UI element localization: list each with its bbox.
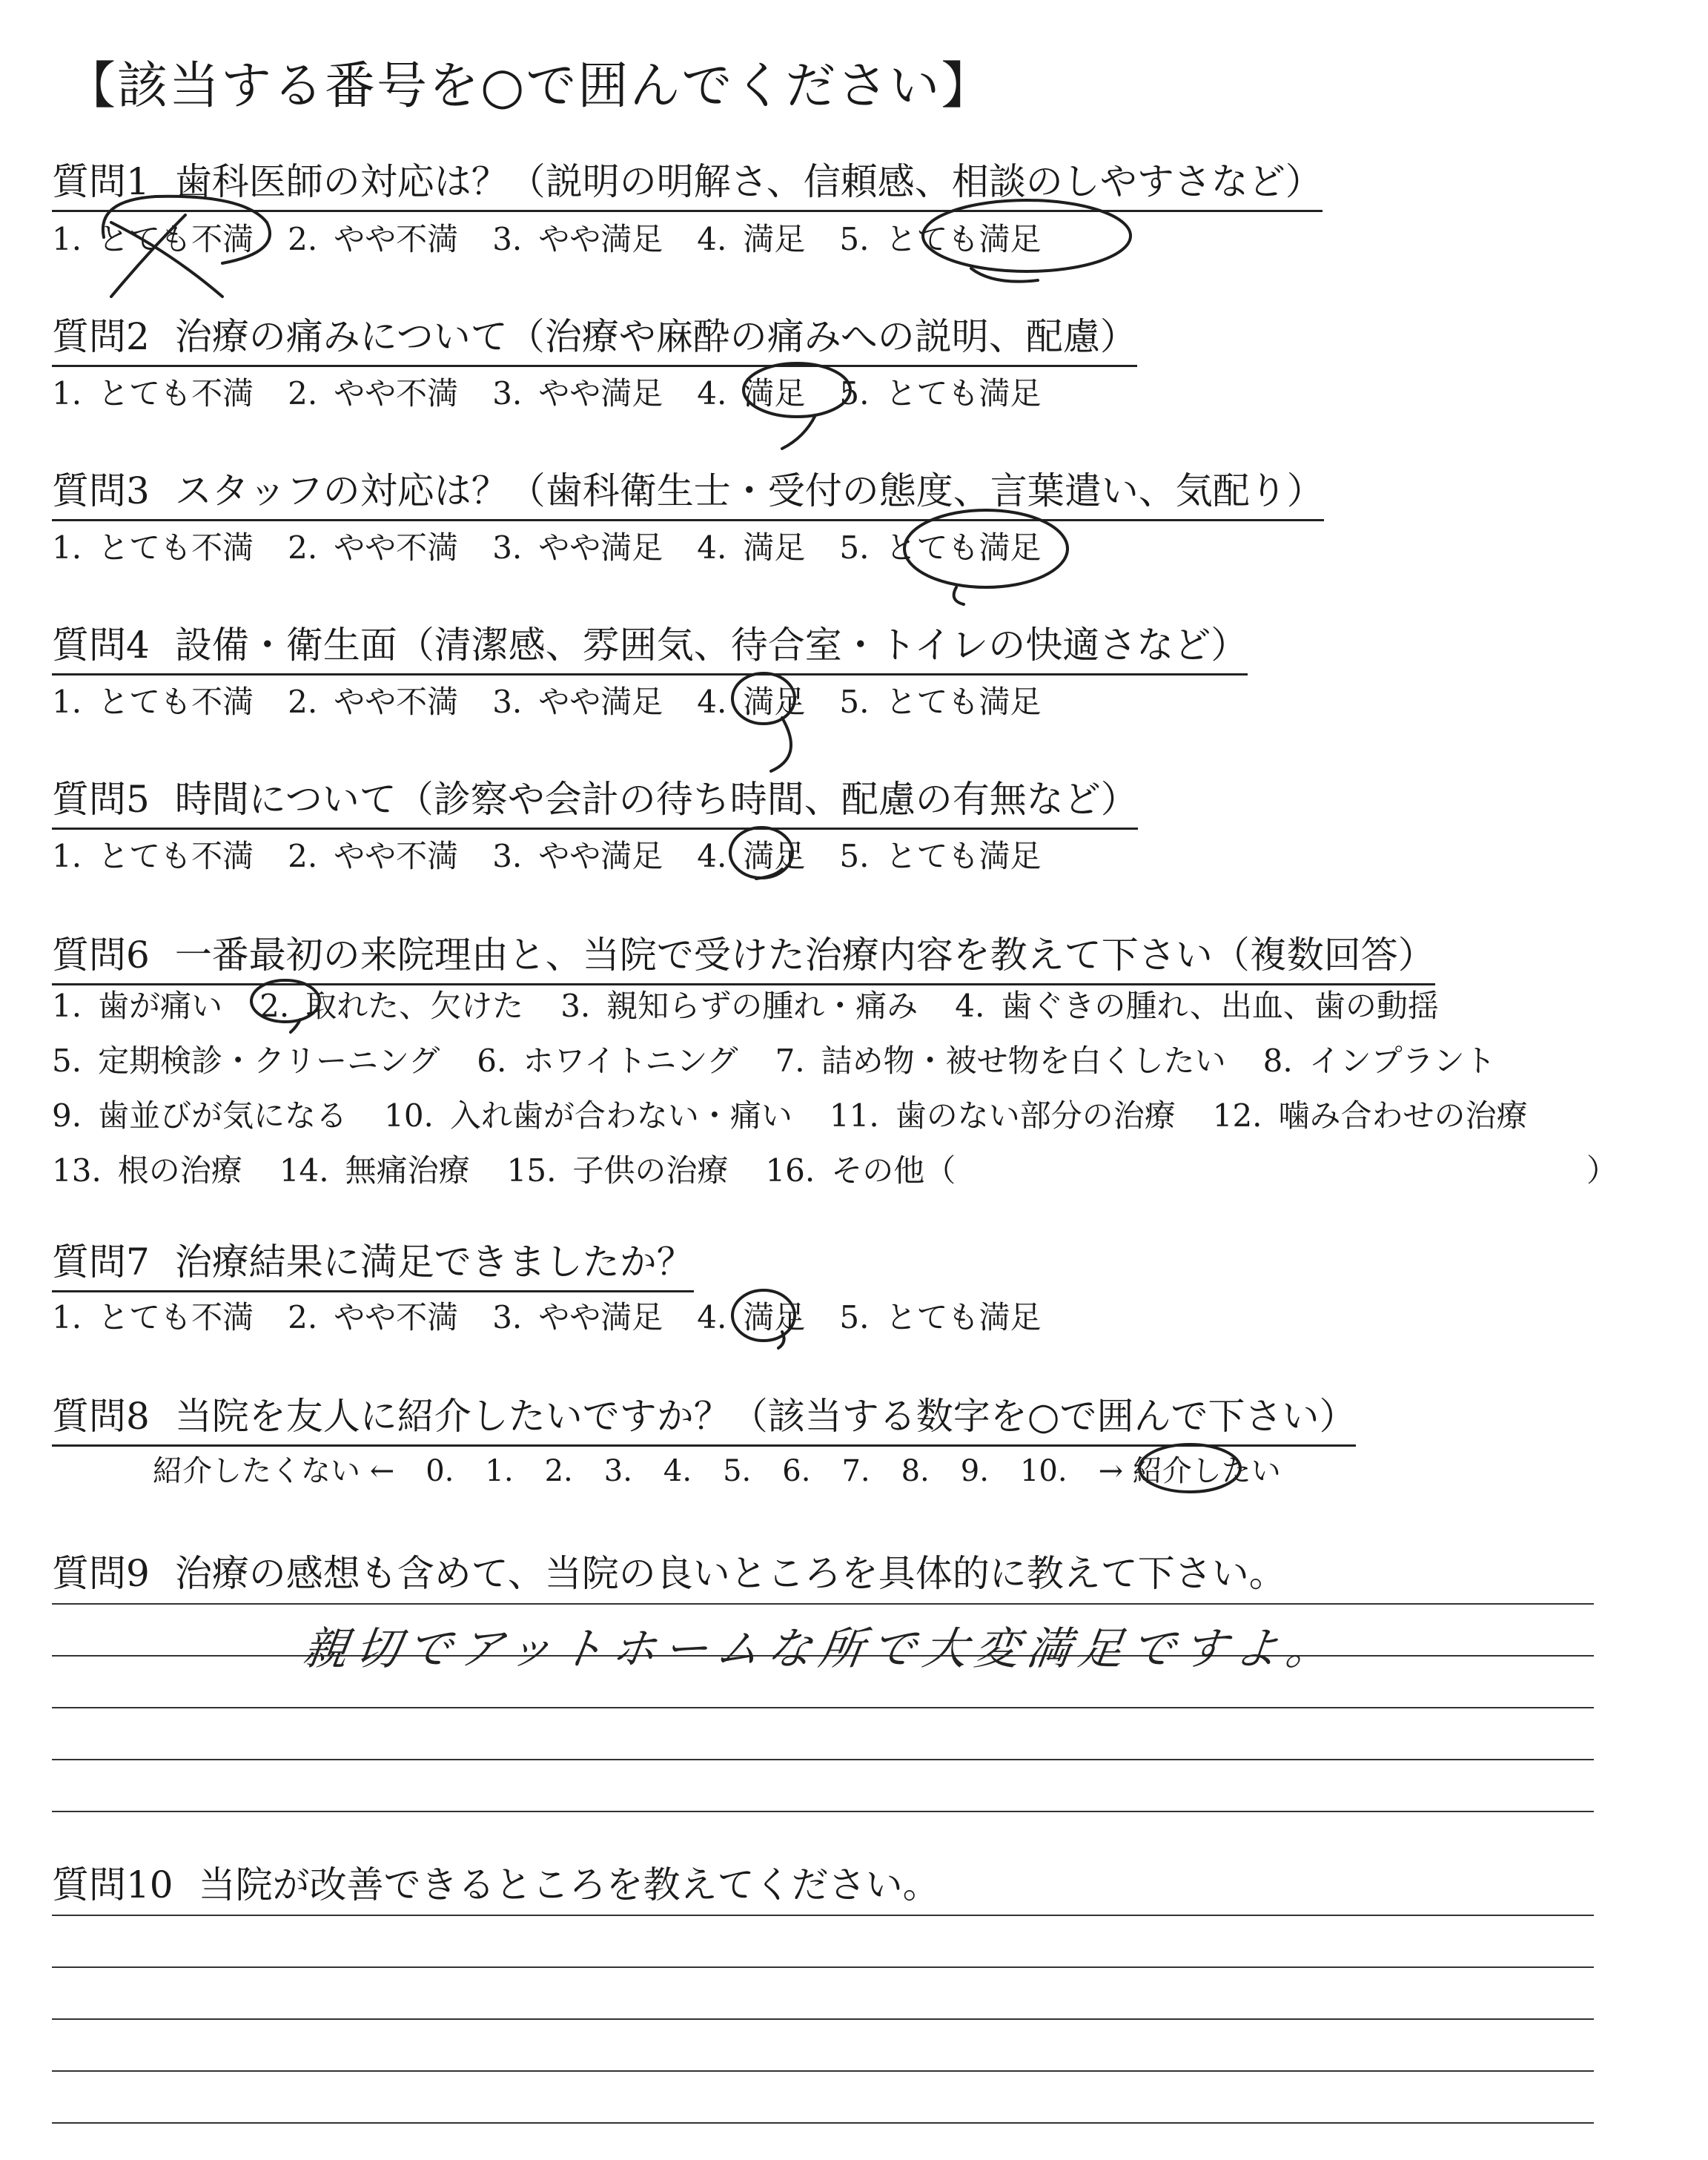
q8-number-6[interactable]: 6. (782, 1454, 811, 1488)
question-6 (52, 925, 1435, 985)
question-3-title (52, 461, 1324, 521)
q10-answer-line-4 (52, 2070, 1594, 2072)
question-6-options-row-3 (52, 1091, 1565, 1136)
question-8-title (52, 1387, 1356, 1447)
q4-option-4[interactable]: 4. 満足 (697, 684, 806, 720)
question-3-options (52, 524, 1075, 568)
question-6-label: 質問6 (52, 934, 150, 977)
question-8-scale (153, 1447, 1312, 1490)
q6-option-9[interactable]: 9. 歯並びが気になる (52, 1097, 348, 1134)
question-1-options (52, 215, 1075, 260)
q4-option-5[interactable]: 5. とても満足 (839, 684, 1042, 720)
question-4-title (52, 615, 1248, 676)
q10-answer-line-1 (52, 1915, 1594, 1916)
q6-option-6[interactable]: 6. ホワイトニング (477, 1043, 738, 1079)
question-7-label: 質問7 (52, 1241, 150, 1284)
question-7 (52, 1232, 694, 1292)
question-2-label: 質問2 (52, 315, 150, 358)
question-10 (52, 1855, 940, 1909)
q8-number-0[interactable]: 0. (426, 1454, 454, 1488)
question-4 (52, 615, 1248, 676)
question-8 (52, 1387, 1356, 1447)
q7-option-1[interactable]: 1. とても不満 (52, 1299, 254, 1335)
q3-selection-tail (954, 587, 964, 604)
question-6-title (52, 925, 1435, 985)
question-9 (52, 1544, 1286, 1597)
q6-other-close-paren: ） (1586, 1152, 1618, 1189)
question-10-text: 当院が改善できるところを教えてください。 (198, 1863, 940, 1906)
q8-number-1[interactable]: 1. (485, 1454, 514, 1488)
q8-right-label: → 紹介したい (1098, 1454, 1281, 1488)
q10-answer-line-3 (52, 2018, 1594, 2020)
q6-option-13[interactable]: 13. 根の治療 (52, 1152, 242, 1189)
question-2 (52, 307, 1137, 367)
q1-option-1[interactable]: 1. とても不満 (52, 221, 254, 257)
question-10-label: 質問10 (52, 1863, 173, 1906)
q4-option-2[interactable]: 2. やや不満 (288, 684, 459, 720)
question-1-title (52, 152, 1323, 212)
q2-option-5[interactable]: 5. とても満足 (839, 375, 1042, 412)
question-5-text: 時間について（診察や会計の待ち時間、配慮の有無など） (174, 778, 1138, 821)
q4-option-1[interactable]: 1. とても不満 (52, 684, 254, 720)
question-3-label: 質問3 (52, 469, 150, 512)
q1-option-4[interactable]: 4. 満足 (697, 221, 806, 257)
q7-option-4[interactable]: 4. 満足 (697, 1299, 806, 1335)
question-5 (52, 770, 1138, 830)
question-2-options (52, 369, 1075, 414)
q3-option-3[interactable]: 3. やや満足 (492, 529, 663, 566)
q2-selection-tail (782, 415, 815, 449)
q9-answer-line-1 (52, 1603, 1594, 1605)
q2-option-2[interactable]: 2. やや不満 (288, 375, 459, 412)
q7-option-2[interactable]: 2. やや不満 (288, 1299, 459, 1335)
question-8-label: 質問8 (52, 1395, 150, 1438)
q9-answer-line-4 (52, 1759, 1594, 1760)
question-7-options (52, 1293, 1075, 1338)
question-1-text: 歯科医師の対応は？（説明の明解さ、信頼感、相談のしやすさなど） (174, 160, 1323, 203)
q3-option-2[interactable]: 2. やや不満 (288, 529, 459, 566)
question-10-title (52, 1855, 940, 1909)
q8-number-4[interactable]: 4. (663, 1454, 692, 1488)
q8-number-8[interactable]: 8. (901, 1454, 930, 1488)
q6-option-8[interactable]: 8. インプラント (1262, 1043, 1496, 1079)
question-6-options-row-2 (52, 1037, 1533, 1081)
q1-option-2[interactable]: 2. やや不満 (288, 221, 459, 257)
q6-option-2[interactable]: 2. 取れた、欠けた (259, 988, 524, 1024)
q2-option-1[interactable]: 1. とても不満 (52, 375, 254, 412)
question-1-label: 質問1 (52, 160, 150, 203)
q6-option-7[interactable]: 7. 詰め物・被せ物を白くしたい (775, 1043, 1226, 1079)
q1-option-5[interactable]: 5. とても満足 (839, 221, 1042, 257)
q5-option-2[interactable]: 2. やや不満 (288, 838, 459, 874)
question-6-text: 一番最初の来院理由と、当院で受けた治療内容を教えて下さい（複数回答） (174, 934, 1435, 977)
q7-option-3[interactable]: 3. やや満足 (492, 1299, 663, 1335)
q6-option-16[interactable]: 16. その他（ (765, 1152, 956, 1189)
question-9-label: 質問9 (52, 1552, 150, 1595)
q3-option-5[interactable]: 5. とても満足 (839, 529, 1042, 566)
question-9-text: 治療の感想も含めて、当院の良いところを具体的に教えて下さい。 (174, 1552, 1286, 1595)
q8-number-10[interactable]: 10. (1019, 1454, 1068, 1488)
question-9-title (52, 1544, 1286, 1597)
q6-option-5[interactable]: 5. 定期検診・クリーニング (52, 1043, 440, 1079)
question-7-title (52, 1232, 694, 1292)
question-4-options (52, 678, 1075, 722)
q8-number-2[interactable]: 2. (544, 1454, 573, 1488)
q10-answer-line-2 (52, 1966, 1594, 1968)
q6-option-3[interactable]: 3. 親知らずの腫れ・痛み (560, 988, 918, 1024)
question-3 (52, 461, 1324, 521)
question-4-label: 質問4 (52, 624, 150, 667)
q5-option-5[interactable]: 5. とても満足 (839, 838, 1042, 874)
q7-option-5[interactable]: 5. とても満足 (839, 1299, 1042, 1335)
q5-option-3[interactable]: 3. やや満足 (492, 838, 663, 874)
q6-option-15[interactable]: 15. 子供の治療 (506, 1152, 729, 1189)
q3-option-4[interactable]: 4. 満足 (697, 529, 806, 566)
q6-option-1[interactable]: 1. 歯が痛い (52, 988, 223, 1024)
q5-option-4[interactable]: 4. 満足 (697, 838, 806, 874)
q9-answer-line-5 (52, 1811, 1594, 1812)
question-1 (52, 152, 1323, 212)
question-5-label: 質問5 (52, 778, 150, 821)
q6-option-11[interactable]: 11. 歯のない部分の治療 (829, 1097, 1176, 1134)
q6-option-4[interactable]: 4. 歯ぐきの腫れ、出血、歯の動揺 (955, 988, 1439, 1024)
question-2-title (52, 307, 1137, 367)
q6-option-10[interactable]: 10. 入れ歯が合わない・痛い (384, 1097, 792, 1134)
q4-selection-tail (771, 718, 791, 771)
question-6-options-row-4 (52, 1146, 993, 1191)
q9-answer-line-3 (52, 1707, 1594, 1708)
q8-number-3[interactable]: 3. (603, 1454, 632, 1488)
q3-option-1[interactable]: 1. とても不満 (52, 529, 254, 566)
q6-option-12[interactable]: 12. 噛み合わせの治療 (1212, 1097, 1528, 1134)
q8-number-5[interactable]: 5. (723, 1454, 752, 1488)
q1-selection-tail (971, 268, 1038, 282)
question-4-text: 設備・衛生面（清潔感、雰囲気、待合室・トイレの快適さなど） (174, 624, 1248, 667)
q1-option-3[interactable]: 3. やや満足 (492, 221, 663, 257)
q2-option-3[interactable]: 3. やや満足 (492, 375, 663, 412)
q5-option-1[interactable]: 1. とても不満 (52, 838, 254, 874)
question-3-text: スタッフの対応は？（歯科衛生士・受付の態度、言葉遣い、気配り） (174, 469, 1324, 512)
question-6-options-row-1 (52, 982, 1476, 1026)
question-2-text: 治療の痛みについて（治療や麻酔の痛みへの説明、配慮） (174, 315, 1137, 358)
q8-number-7[interactable]: 7. (841, 1454, 870, 1488)
q6-option-14[interactable]: 14. 無痛治療 (279, 1152, 470, 1189)
q9-handwritten-answer[interactable]: 親切でアットホームな所で大変満足ですよ。 (299, 1623, 1343, 1675)
q10-answer-line-5 (52, 2122, 1594, 2124)
q8-number-9[interactable]: 9. (960, 1454, 989, 1488)
question-7-text: 治療結果に満足できましたか？ (174, 1241, 694, 1284)
q8-left-label: 紹介したくない ← (153, 1454, 395, 1488)
q4-option-3[interactable]: 3. やや満足 (492, 684, 663, 720)
q2-option-4[interactable]: 4. 満足 (697, 375, 806, 412)
page-heading: 【該当する番号を○で囲んでください】 (65, 57, 993, 116)
question-5-title (52, 770, 1138, 830)
question-8-text: 当院を友人に紹介したいですか？（該当する数字を○で囲んで下さい） (174, 1395, 1357, 1438)
question-5-options (52, 832, 1075, 876)
